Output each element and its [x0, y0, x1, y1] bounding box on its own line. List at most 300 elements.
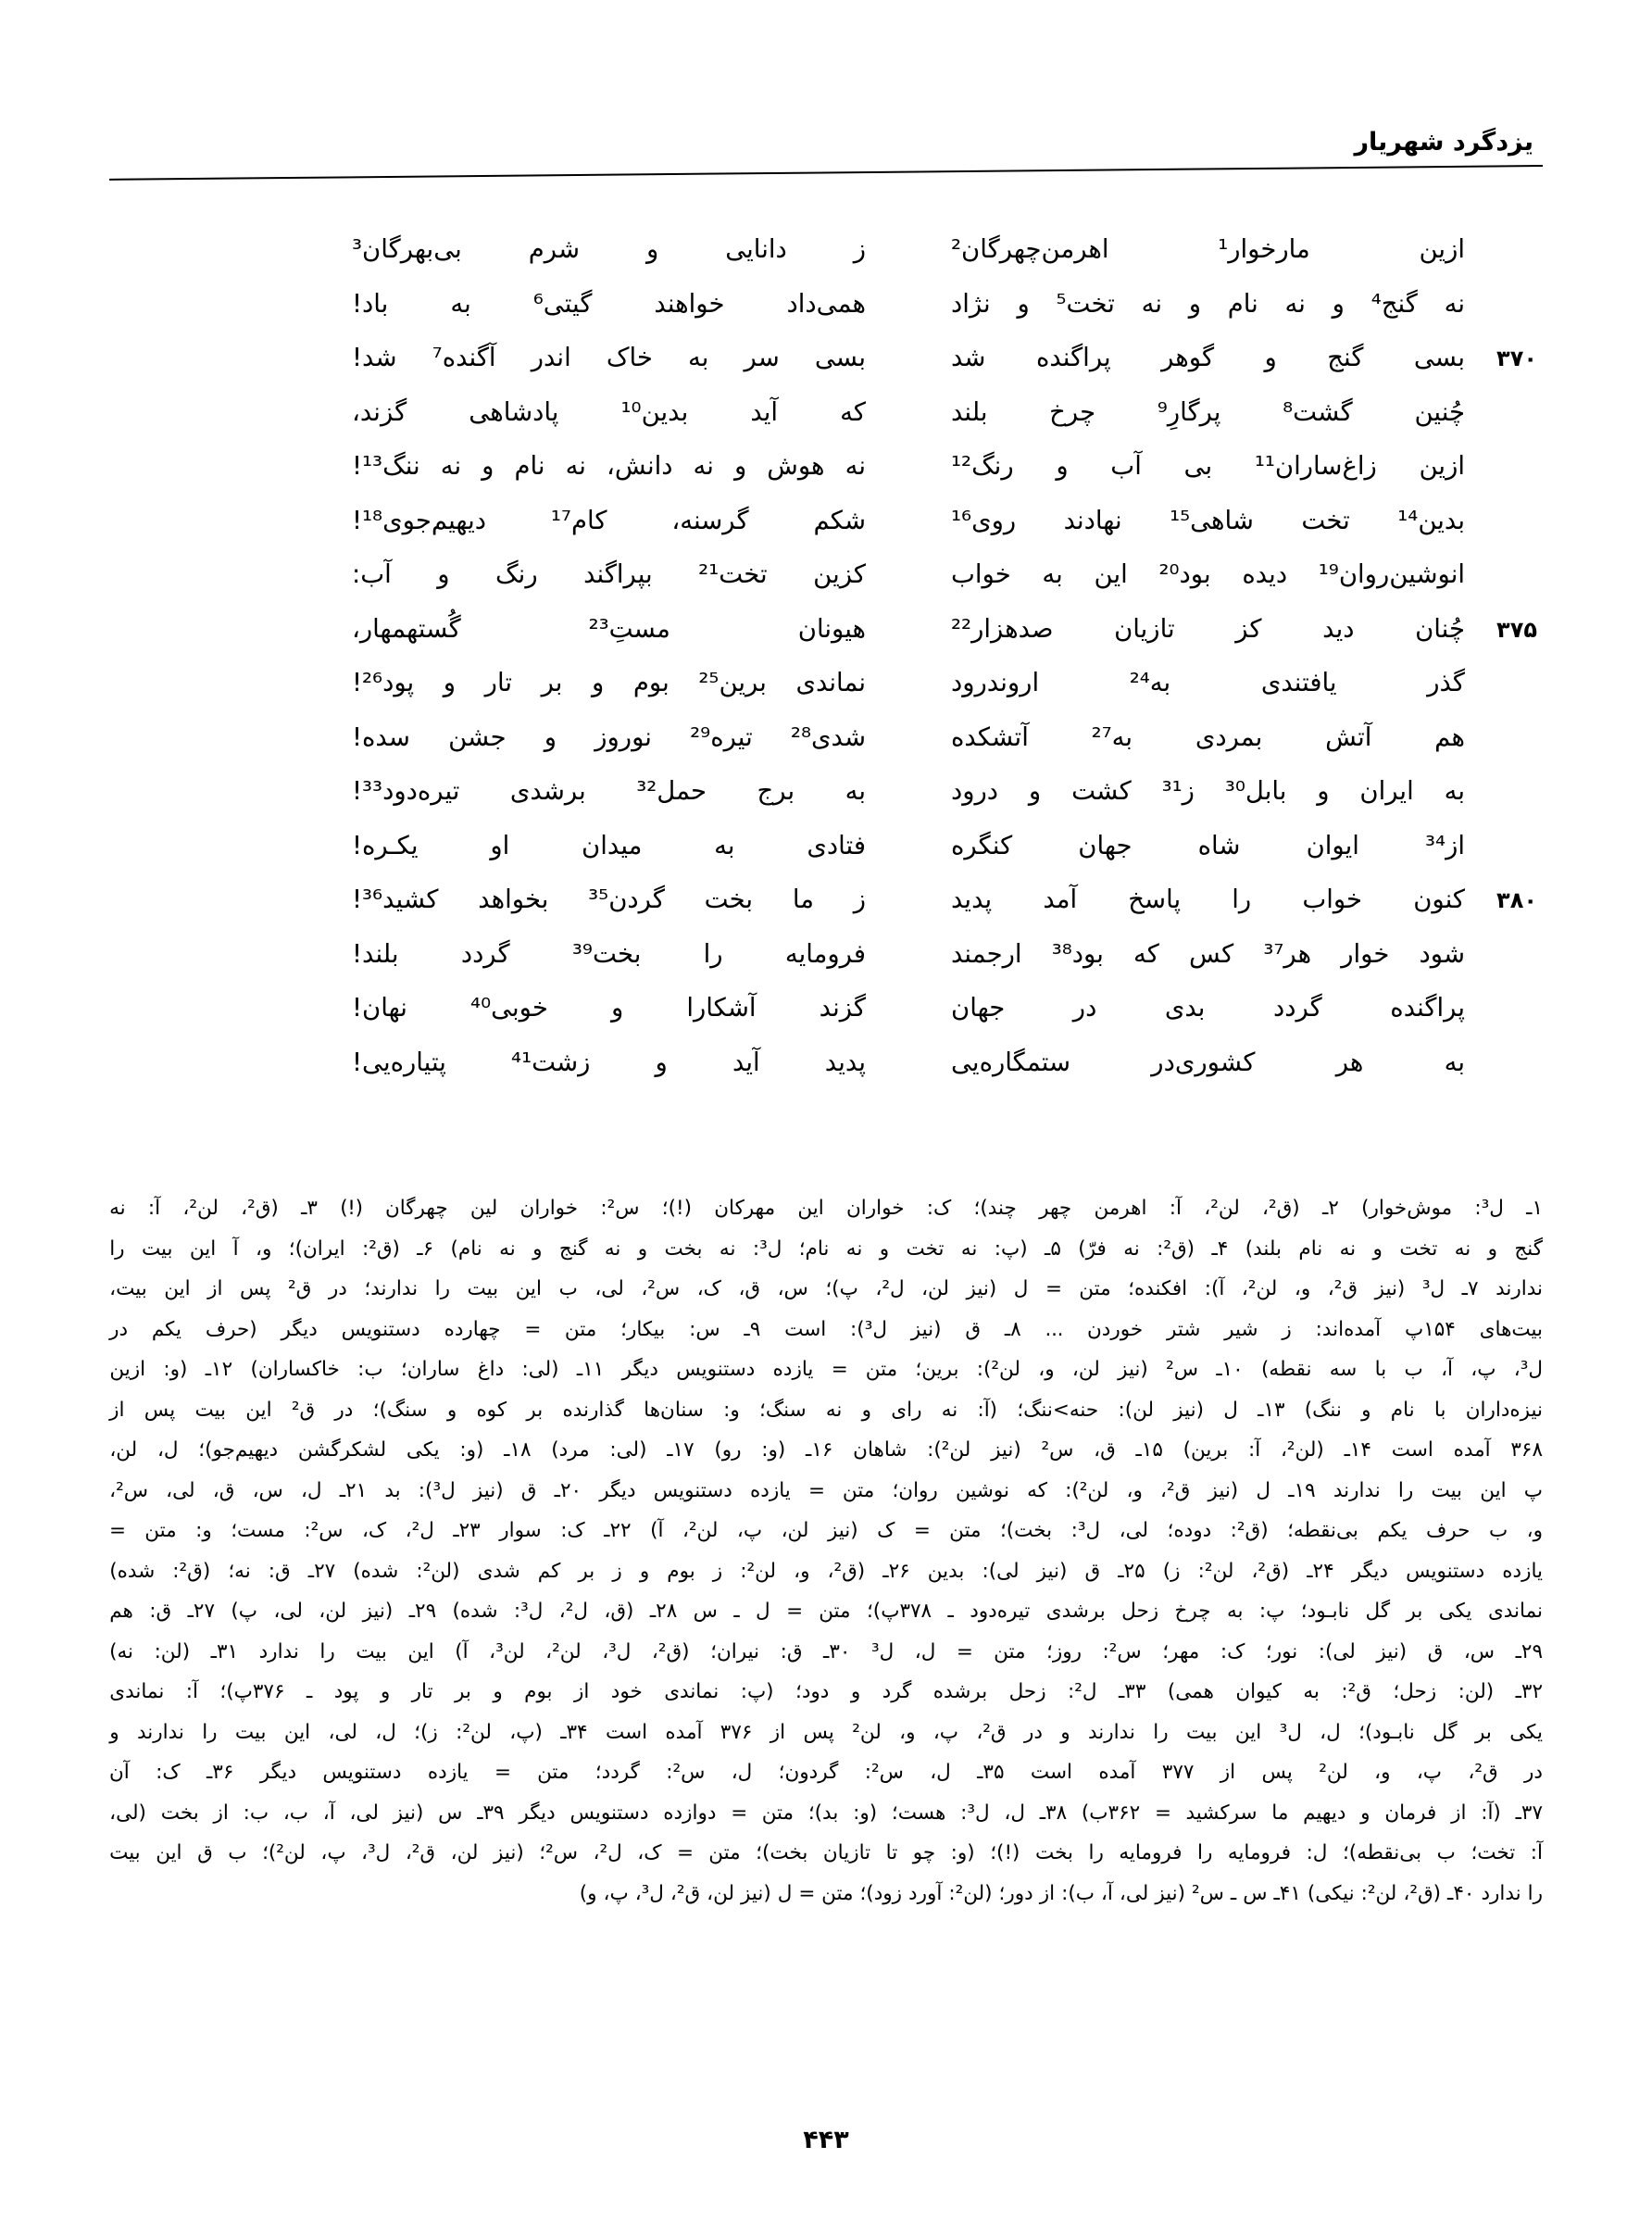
apparatus-token: بیکار؛: [620, 1317, 666, 1341]
hemistich-left: گزند آشکارا و خوبی⁴⁰ نهان!: [352, 993, 867, 1023]
apparatus-token: (و:: [950, 1841, 975, 1864]
apparatus-token: از: [109, 1398, 125, 1422]
apparatus-token: به: [1303, 1680, 1320, 1703]
apparatus-token: از: [1220, 1761, 1236, 1784]
verse-number: ۳۷۰: [1496, 345, 1537, 371]
apparatus-token: چهرگان: [384, 1197, 448, 1220]
apparatus-token: بلند): [1245, 1236, 1282, 1261]
apparatus-token: ل³،: [361, 1841, 391, 1864]
apparatus-token: نه؛: [228, 1559, 251, 1583]
apparatus-token: =: [494, 1761, 511, 1784]
apparatus-token: و): [579, 1881, 597, 1905]
apparatus-token: بیت: [109, 1841, 141, 1864]
apparatus-token: برین؛: [915, 1358, 959, 1381]
hemistich-left: همی‌داد خواهند گیتی⁶ به باد!: [352, 288, 866, 319]
apparatus-token: بوم: [524, 1680, 553, 1703]
apparatus-token: سنان‌ها: [644, 1398, 704, 1422]
apparatus-token: ق²،: [1468, 1761, 1498, 1784]
apparatus-token: لن²: [1319, 1761, 1348, 1784]
apparatus-token: س²: [1166, 1358, 1198, 1381]
apparatus-line: [109, 1229, 1543, 1270]
apparatus-token: س²: [1041, 1438, 1074, 1462]
hemistich-left: هیونان مستِ²³ گُستهمهار،: [352, 613, 866, 644]
apparatus-token: یکم: [151, 1317, 182, 1341]
apparatus-token: ق²،: [1160, 1478, 1191, 1502]
apparatus-token: سوار: [499, 1519, 542, 1542]
apparatus-token: س:: [689, 1317, 720, 1341]
hemistich-right: ازین مارخوار¹ اهرمن‌چهرگان²: [951, 234, 1465, 264]
apparatus-token: (و:: [853, 1801, 878, 1825]
apparatus-line: [109, 1793, 1543, 1834]
apparatus-token: ک:: [926, 1197, 952, 1220]
apparatus-token: س²؛: [539, 1841, 578, 1864]
apparatus-token: افکنده؛: [1128, 1277, 1188, 1300]
hemistich-right: شود خوار هر³⁷ کس که بود³⁸ ارجمند: [951, 938, 1466, 969]
apparatus-token: (نیز: [1118, 1358, 1148, 1381]
apparatus-token: (نیز: [1173, 1398, 1204, 1422]
apparatus-token: کیوان: [1235, 1680, 1282, 1703]
apparatus-token: پس: [1261, 1761, 1293, 1784]
apparatus-token: (نیز: [362, 1600, 394, 1623]
apparatus-token: متن: [821, 1881, 854, 1905]
apparatus-token: ایران)؛: [288, 1236, 345, 1261]
apparatus-token: تیره‌دود: [970, 1600, 1031, 1623]
apparatus-token: دیهیم: [1303, 1801, 1346, 1825]
apparatus-token: (ق²:: [361, 1236, 400, 1261]
apparatus-line: [109, 1752, 1543, 1793]
apparatus-token: ۱۵۴پ: [1404, 1317, 1456, 1341]
apparatus-token: ل³،: [602, 1639, 632, 1663]
apparatus-token: متن: [144, 1519, 177, 1542]
apparatus-token: ل³: [871, 1639, 895, 1663]
apparatus-token: در: [1023, 1720, 1043, 1744]
apparatus-token: متن: [819, 1600, 851, 1623]
apparatus-token: لن،: [707, 1881, 735, 1905]
apparatus-token: ۳۸ـ: [1039, 1801, 1068, 1825]
apparatus-token: سه: [1329, 1358, 1358, 1381]
apparatus-token: ۲۸ـ: [649, 1600, 678, 1623]
apparatus-token: متن: [994, 1639, 1026, 1663]
apparatus-token: =: [1045, 1277, 1062, 1300]
bayt-row: [109, 1035, 1543, 1090]
apparatus-token: (!)؛: [661, 1197, 692, 1220]
apparatus-token: از: [573, 1680, 590, 1703]
apparatus-token: لن²):: [1065, 1478, 1109, 1502]
apparatus-token: بر: [578, 1559, 595, 1583]
apparatus-token: تخت: [906, 1236, 945, 1261]
apparatus-token: ل²،: [405, 1519, 434, 1542]
apparatus-token: س²،: [641, 1277, 681, 1300]
apparatus-token: و: [1487, 1236, 1497, 1261]
apparatus-token: لن²:: [456, 1720, 492, 1744]
apparatus-token: و: [446, 1398, 457, 1422]
bayt-row: [109, 547, 1543, 602]
apparatus-token: لی):: [982, 1559, 1020, 1583]
apparatus-token: نیزه‌داران: [1465, 1398, 1543, 1422]
apparatus-line: [109, 1269, 1543, 1310]
apparatus-line: [109, 1310, 1543, 1350]
apparatus-token: پ،: [932, 1720, 958, 1744]
hemistich-left: فرومایه را بخت³⁹ گردد بلند!: [352, 938, 866, 969]
apparatus-token: لی،: [273, 1600, 303, 1623]
hemistich-right: هم آتش بمردی به²⁷ آتشکده: [951, 722, 1465, 752]
apparatus-token: ل³):: [418, 1478, 456, 1502]
apparatus-token: ب: [1488, 1519, 1508, 1542]
apparatus-token: متن: [564, 1317, 597, 1341]
apparatus-token: و: [850, 1680, 861, 1703]
apparatus-token: ۳۰ـ: [823, 1639, 851, 1663]
apparatus-token: شده): [109, 1559, 156, 1583]
apparatus-token: ب،: [282, 1801, 309, 1825]
apparatus-token: ل: [1256, 1478, 1271, 1502]
apparatus-token: پ): [231, 1600, 258, 1623]
apparatus-token: آ):: [1204, 1277, 1225, 1300]
apparatus-token: ل³:: [1474, 1197, 1504, 1220]
apparatus-token: متن: [1079, 1277, 1111, 1300]
apparatus-token: =: [786, 1600, 803, 1623]
apparatus-token: لن²:: [1360, 1881, 1397, 1905]
apparatus-token: در: [109, 1317, 129, 1341]
apparatus-token: رو): [714, 1438, 742, 1462]
apparatus-token: برشده: [932, 1680, 988, 1703]
apparatus-token: و،: [1038, 1358, 1055, 1381]
apparatus-token: را: [1153, 1720, 1169, 1744]
apparatus-token: نام: [1390, 1398, 1415, 1422]
apparatus-token: هم: [109, 1600, 133, 1623]
bayt-row: [109, 872, 1543, 927]
apparatus-token: یازده: [750, 1478, 791, 1502]
apparatus-token: ب: [1404, 1358, 1423, 1381]
apparatus-token: ۳۷ـ: [1515, 1801, 1543, 1825]
apparatus-token: لن²):: [927, 1438, 971, 1462]
apparatus-token: داغ: [477, 1358, 505, 1381]
apparatus-token: پ،: [603, 1881, 629, 1905]
hemistich-right: بسی گنج و گوهر پراگنده شد: [951, 343, 1465, 372]
apparatus-token: را: [1397, 1478, 1414, 1502]
apparatus-token: فرومایه: [1227, 1841, 1292, 1864]
hemistich-left: که آید بدین¹⁰ پادشاهی گزند،: [352, 396, 866, 427]
apparatus-token: (ق²،: [827, 1559, 866, 1583]
apparatus-token: بر: [526, 1398, 544, 1422]
apparatus-token: لن²،: [1241, 1277, 1278, 1300]
apparatus-token: (لن:: [1458, 1680, 1495, 1703]
apparatus-token: متن: [842, 1478, 875, 1502]
apparatus-token: ل: [1223, 1398, 1238, 1422]
apparatus-token: و،: [1294, 1277, 1311, 1300]
apparatus-token: ق: [1084, 1559, 1101, 1583]
hemistich-left: ز ما بخت گردن³⁵ بخواهد کشید³⁶!: [352, 885, 866, 914]
apparatus-token: و: [1372, 1236, 1383, 1261]
apparatus-token: آ:: [1169, 1197, 1182, 1220]
apparatus-token: آ:: [147, 1197, 161, 1220]
apparatus-token: (آ:: [1481, 1801, 1501, 1825]
apparatus-token: (آ:: [977, 1398, 998, 1422]
apparatus-token: ز: [1282, 1317, 1292, 1341]
apparatus-token: =: [676, 1841, 694, 1864]
apparatus-token: س²،: [109, 1478, 148, 1502]
apparatus-token: ل³:: [1070, 1519, 1101, 1542]
hemistich-right: کنون خواب را پاسخ آمد پدید: [951, 885, 1465, 914]
apparatus-token: بیت،: [109, 1277, 147, 1300]
apparatus-token: ۳۶۸: [1510, 1438, 1543, 1462]
apparatus-token: ل،: [1320, 1720, 1341, 1744]
apparatus-token: تا: [885, 1841, 898, 1864]
apparatus-token: شاهان: [853, 1438, 907, 1462]
apparatus-token: ل:: [1306, 1841, 1328, 1864]
apparatus-token: و،: [1526, 1519, 1543, 1542]
apparatus-token: گردد؛: [594, 1761, 640, 1784]
apparatus-token: لی،: [166, 1478, 195, 1502]
apparatus-token: تازیان: [822, 1841, 871, 1864]
apparatus-token: ۱۰ـ: [1216, 1358, 1244, 1381]
apparatus-token: لن²:: [740, 1559, 777, 1583]
apparatus-token: (لن²،: [1280, 1438, 1324, 1462]
page-header: [109, 130, 1543, 185]
apparatus-token: سنگ؛: [759, 1398, 807, 1422]
apparatus-token: نه: [825, 1398, 843, 1422]
apparatus-token: و،: [1126, 1478, 1143, 1502]
apparatus-token: و،: [794, 1559, 810, 1583]
apparatus-token: ل،: [731, 1761, 753, 1784]
apparatus-token: (نیز: [1155, 1881, 1186, 1905]
apparatus-token: چهارده: [444, 1317, 501, 1341]
apparatus-token: و: [532, 1236, 543, 1261]
apparatus-token: که: [1027, 1478, 1047, 1502]
apparatus-token: (ق²،: [1262, 1197, 1300, 1220]
apparatus-line: [109, 1632, 1543, 1673]
apparatus-token: ۱ـ: [1526, 1197, 1543, 1220]
apparatus-token: آ): [455, 1639, 469, 1663]
apparatus-token: نه: [941, 1398, 958, 1422]
apparatus-token: خوردن: [1086, 1317, 1144, 1341]
apparatus-token: موش‌خوار): [1361, 1197, 1453, 1220]
apparatus-token: لن،: [319, 1600, 347, 1623]
apparatus-token: نه: [109, 1197, 126, 1220]
apparatus-token: س²:: [304, 1519, 344, 1542]
bayt-row: [109, 494, 1543, 548]
apparatus-token: بخت)؛: [756, 1841, 808, 1864]
apparatus-token: است: [784, 1317, 827, 1341]
apparatus-token: و،: [899, 1720, 916, 1744]
apparatus-token: ۴۱ـ: [1273, 1881, 1301, 1905]
apparatus-token: دستنویس: [322, 1761, 402, 1784]
apparatus-token: ۳۷۸پ)؛: [866, 1600, 932, 1623]
apparatus-token: (نیز: [1036, 1559, 1068, 1583]
apparatus-token: بوم: [667, 1559, 695, 1583]
apparatus-token: هست؛: [891, 1801, 946, 1825]
apparatus-token: دیگر: [281, 1317, 318, 1341]
apparatus-token: خود: [610, 1680, 643, 1703]
apparatus-token: نقطه): [1261, 1358, 1312, 1381]
apparatus-token: سرکشید: [1185, 1801, 1258, 1825]
apparatus-token: ل،: [930, 1761, 951, 1784]
apparatus-token: ق: [520, 1478, 537, 1502]
apparatus-token: (ق²:: [1230, 1519, 1269, 1542]
apparatus-token: (ق²،: [1251, 1559, 1290, 1583]
apparatus-line: [109, 1390, 1543, 1431]
apparatus-token: ز)؛: [414, 1720, 438, 1744]
apparatus-token: متن: [949, 1519, 982, 1542]
apparatus-token: ندارند: [1088, 1720, 1135, 1744]
hemistich-left: فتادی به میدان او یکـره!: [352, 830, 866, 860]
hemistich-left: پدید آید و زشت⁴¹ پتیاره‌یی!: [352, 1047, 866, 1077]
apparatus-token: لشکرگشن: [297, 1438, 387, 1462]
apparatus-token: بخت: [1034, 1841, 1073, 1864]
apparatus-token: این: [1234, 1720, 1262, 1744]
apparatus-token: بی‌نقطه؛: [1287, 1519, 1358, 1542]
apparatus-token: (نیز: [910, 1317, 942, 1341]
apparatus-token: ل،: [1004, 1801, 1025, 1825]
apparatus-token: را: [202, 1720, 218, 1744]
apparatus-token: متن: [537, 1761, 569, 1784]
apparatus-token: ق،: [738, 1277, 761, 1300]
apparatus-token: چرخ: [1174, 1600, 1211, 1623]
apparatus-token: ل: [1013, 1277, 1029, 1300]
apparatus-token: یکی: [406, 1438, 440, 1462]
apparatus-token: شده): [452, 1600, 498, 1623]
apparatus-token: ق²،: [405, 1841, 436, 1864]
apparatus-token: لن²،: [545, 1639, 582, 1663]
apparatus-token: روان؛: [892, 1478, 938, 1502]
hemistich-right: انوشین‌روان¹⁹ دیده بود²⁰ این به خواب: [951, 559, 1465, 589]
apparatus-token: دور؛: [998, 1881, 1033, 1905]
apparatus-criticus-block: [109, 1188, 1543, 1914]
apparatus-token: (لن:: [154, 1639, 191, 1663]
apparatus-token: دیگر: [259, 1761, 297, 1784]
apparatus-token: بر: [455, 1680, 471, 1703]
apparatus-token: (ق²:: [172, 1559, 211, 1583]
apparatus-token: آ:: [1247, 1438, 1261, 1462]
apparatus-token: ندارند: [1333, 1478, 1381, 1502]
apparatus-token: بیت: [141, 1236, 173, 1261]
apparatus-line: [109, 1833, 1543, 1874]
apparatus-token: ندارند: [136, 1720, 184, 1744]
apparatus-token: پ:: [1258, 1600, 1285, 1623]
apparatus-token: نوشین: [956, 1478, 1009, 1502]
apparatus-token: مرد): [551, 1438, 590, 1462]
apparatus-token: (حرف: [205, 1317, 257, 1341]
apparatus-token: و: [1361, 1398, 1371, 1422]
apparatus-line: [109, 1874, 1543, 1914]
apparatus-token: ندارد: [1481, 1881, 1521, 1905]
apparatus-token: بر: [1475, 1720, 1492, 1744]
apparatus-token: دیگر: [599, 1478, 636, 1502]
apparatus-token: پ)؛: [825, 1277, 858, 1300]
apparatus-token: چند)؛: [973, 1197, 1017, 1220]
apparatus-token: نه: [1339, 1236, 1357, 1261]
apparatus-token: گنج: [558, 1236, 588, 1261]
apparatus-token: نام): [450, 1236, 482, 1261]
hemistich-left: نماندی برین²⁵ بوم و بر تار و پود²⁶!: [352, 668, 866, 697]
apparatus-token: ل،: [914, 1639, 936, 1663]
apparatus-token: ندارد: [258, 1639, 299, 1663]
apparatus-token: آ: [232, 1236, 239, 1261]
apparatus-token: را: [1527, 1881, 1543, 1905]
apparatus-token: بیت‌های: [1479, 1317, 1543, 1341]
apparatus-token: و: [109, 1720, 119, 1744]
apparatus-token: متن: [761, 1801, 795, 1825]
apparatus-token: نماندی: [109, 1680, 165, 1703]
hemistich-right: ازین زاغ‌ساران¹¹ بی آب و رنگ¹²: [951, 451, 1465, 481]
apparatus-token: ق:: [149, 1600, 172, 1623]
apparatus-token: (پ:: [740, 1680, 774, 1703]
apparatus-token: نیران؛: [710, 1639, 760, 1663]
apparatus-token: دستنویس: [653, 1478, 732, 1502]
apparatus-token: برشدی: [1045, 1600, 1106, 1623]
apparatus-token: س،: [777, 1277, 808, 1300]
apparatus-token: ز): [1162, 1559, 1181, 1583]
apparatus-token: ب:: [357, 1358, 383, 1381]
apparatus-token: ۶ـ: [417, 1236, 434, 1261]
apparatus-line: [109, 1672, 1543, 1713]
apparatus-token: ننگ): [1304, 1398, 1342, 1422]
apparatus-token: دوازده: [663, 1801, 717, 1825]
apparatus-token: بیت: [194, 1398, 227, 1422]
apparatus-token: (نیز: [827, 1519, 858, 1542]
apparatus-token: گل: [1433, 1720, 1458, 1744]
apparatus-token: ۲۳ـ: [453, 1519, 481, 1542]
hemistich-right: چُنان دید کز تازیان صدهزار²²: [951, 613, 1465, 644]
bayt-row: [109, 277, 1543, 332]
apparatus-token: و: [879, 1236, 890, 1261]
apparatus-token: است: [605, 1720, 648, 1744]
apparatus-token: ق: [197, 1841, 213, 1864]
apparatus-token: ب: [228, 1841, 247, 1864]
apparatus-token: ق²،: [976, 1720, 1007, 1744]
apparatus-token: لین: [469, 1197, 498, 1220]
apparatus-token: دوده؛: [1167, 1519, 1212, 1542]
apparatus-token: ب:: [243, 1801, 269, 1825]
apparatus-token: س²:: [1102, 1639, 1142, 1663]
apparatus-token: ز: [612, 1559, 622, 1583]
apparatus-token: ۱۱ـ: [576, 1358, 605, 1381]
apparatus-token: یکم: [1377, 1519, 1408, 1542]
apparatus-token: ۱۷ـ: [667, 1438, 695, 1462]
apparatus-token: لن²: [852, 1720, 882, 1744]
apparatus-token: لن²،: [1204, 1197, 1240, 1220]
apparatus-token: بخت: [160, 1801, 199, 1825]
apparatus-token: آمده: [1098, 1761, 1136, 1784]
apparatus-token: پس: [240, 1277, 271, 1300]
apparatus-token: (نیز: [1208, 1478, 1239, 1502]
apparatus-token: متن: [865, 1358, 898, 1381]
apparatus-token: نماندی: [664, 1680, 720, 1703]
apparatus-token: آمده: [1453, 1438, 1491, 1462]
apparatus-token: ۲۰ـ: [554, 1478, 582, 1502]
apparatus-token: خاکساران): [250, 1358, 340, 1381]
apparatus-token: از: [213, 1801, 229, 1825]
apparatus-token: نه: [1123, 1236, 1140, 1261]
apparatus-token: ۲۱ـ: [339, 1478, 368, 1502]
apparatus-token: ۳۶ـ: [206, 1761, 234, 1784]
apparatus-token: ۳۲ـ: [1515, 1680, 1543, 1703]
apparatus-token: آ:: [185, 1680, 198, 1703]
apparatus-token: (ق²،: [241, 1197, 279, 1220]
apparatus-token: نام؛: [798, 1236, 830, 1261]
apparatus-token: دستنویس: [569, 1801, 649, 1825]
apparatus-token: یکی: [1509, 1720, 1543, 1744]
apparatus-line: [109, 1471, 1543, 1512]
hemistich-left: کزین تخت²¹ بپراگند رنگ و آب:: [352, 559, 866, 589]
apparatus-token: گرد: [882, 1680, 912, 1703]
apparatus-token: آ،: [1441, 1358, 1453, 1381]
apparatus-token: (نیز: [966, 1277, 997, 1300]
apparatus-token: ق: [965, 1317, 982, 1341]
apparatus-token: کوه: [476, 1398, 507, 1422]
apparatus-token: در: [328, 1277, 347, 1300]
apparatus-token: و: [861, 1398, 872, 1422]
apparatus-token: دستنویس: [1406, 1559, 1485, 1583]
